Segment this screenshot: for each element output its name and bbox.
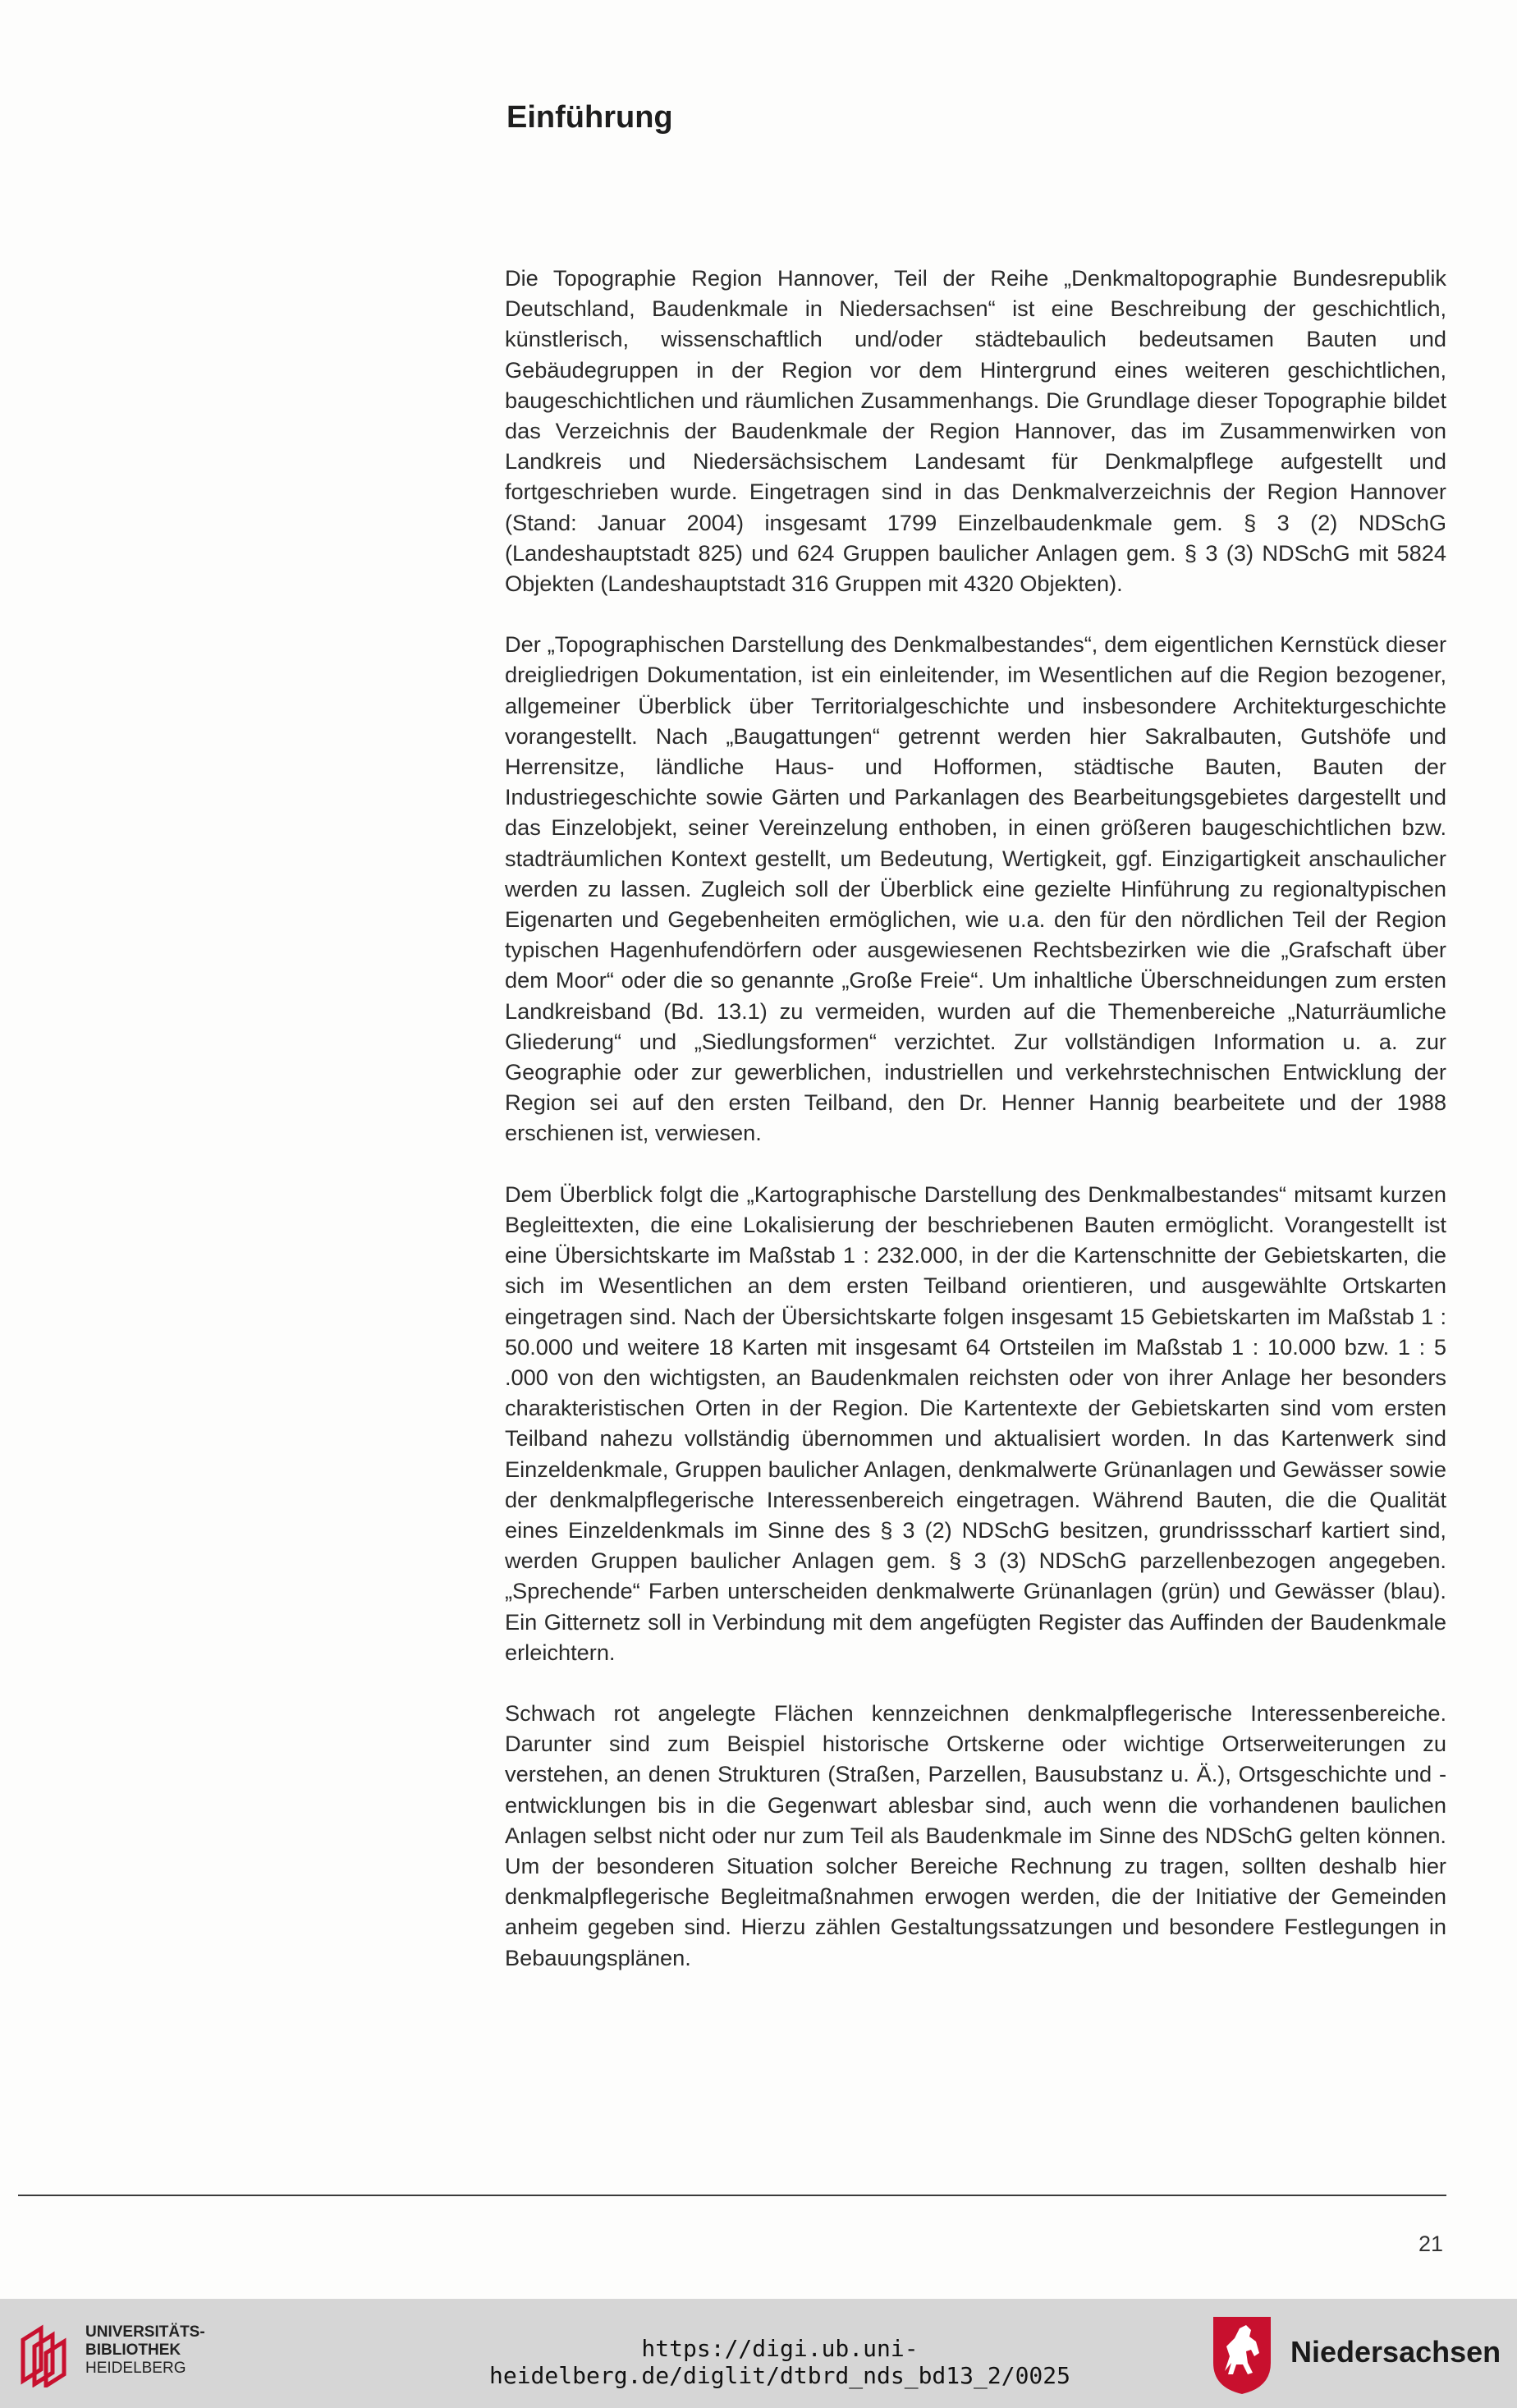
library-name-line3: HEIDELBERG <box>85 2360 186 2377</box>
library-logo-icon <box>16 2322 74 2387</box>
paragraph-2: Der „Topographischen Darstellung des Denkmalbestandes“, dem eigentlichen Kernstück dieser dreigliedrigen Dokumentation, ist ein einleitender, im Wesentlichen auf die Region bezogener, allgemeiner Überblick über Territorialgeschichte und insbesondere Architekturgeschichte vorangestellt. Nach „Baugattungen“ getrennt werden hier Sakralbauten, Gutshöfe und Herrensitze, ländliche Haus- und Hofformen, städtische Bauten, Bauten der Industriegeschichte sowie Gärten und Parkanlagen des Bearbeitungsgebietes dargestellt und das Einzelobjekt, seiner Vereinzelung enthoben, in einen größeren baugeschichtlichen bzw. stadträumlichen Kontext gestellt, um Bedeutung, Wertigkeit, ggf. Einzigartigkeit anschaulicher werden zu lassen. Zugleich soll der Überblick eine gezielte Hinführung zu regionaltypischen Eigenarten und Gegebenheiten ermöglichen, wie u.a. den für den nördlichen Teil der Region typischen Hagenhufendörfern oder ausgewiesenen Rechtsbezirken wie die „Grafschaft über dem Moor“ oder die so genannte „Große Freie“. Um inhaltliche Überschneidungen zum ersten Landkreisband (Bd. 13.1) zu vermeiden, wurden auf die Themenbereiche „Naturräumliche Gliederung“ und „Siedlungsformen“ verzichtet. Zur vollständigen Information u. a. zur Geographie oder zur gewerblichen, industriellen und verkehrstechnischen Entwicklung der Region sei auf den ersten Teilband, den Dr. Henner Hannig bearbeitete und der 1988 erschienen ist, verwiesen. <box>505 631 1446 1146</box>
library-name-line1: UNIVERSITÄTS- <box>85 2323 205 2341</box>
library-name-line2: BIBLIOTHEK <box>85 2341 181 2359</box>
state-name: Niedersachsen <box>1290 2335 1501 2369</box>
paragraph-4: Schwach rot angelegte Flächen kennzeichnen denkmalpflegerische Interessenbereiche. Darunter sind zum Beispiel historische Ortskerne oder wichtige Ortserweiterungen zu verstehen, an denen Strukturen (Straßen, Parzellen, Bausubstanz u. Ä.), Ortsgeschichte und -entwicklungen bis in die Gegenwart ablesbar sind, auch wenn die vorhandenen baulichen Anlagen selbst nicht oder nur zum Teil als Baudenkmale im Sinne des NDSchG gelten können. Um der besonderen Situation solcher Bereiche Rechnung zu tragen, sollten deshalb hier denkmalpflegerische Begleitmaßnahmen erwogen werden, die der Initiative der Gemeinden anheim gegeben sind. Hierzu zählen Gestaltungssatzungen und besondere Festlegungen in Bebauungsplänen. <box>505 1699 1446 1970</box>
page-number: 21 <box>1418 2231 1443 2256</box>
body-text <box>505 263 1446 2003</box>
library-name <box>85 2323 205 2378</box>
footer-rule <box>18 2195 1446 2196</box>
digitization-footer <box>0 2299 1517 2408</box>
paragraph-1: Die Topographie Region Hannover, Teil der Reihe „Denkmaltopographie Bundesrepublik Deutschland, Baudenkmale in Niedersachsen“ ist eine Beschreibung der geschichtlich, künstlerisch, wissenschaftlich und/oder städtebaulich bedeutsamen Bauten und Gebäudegruppen in der Region vor dem Hintergrund eines weiteren geschichtlichen, baugeschichtlichen und räumlichen Zusammenhangs. Die Grundlage dieser Topographie bildet das Verzeichnis der Baudenkmale der Region Hannover, das im Zusammenwirken von Landkreis und Niedersächsischem Landesamt für Denkmalpflege aufgestellt und fortgeschrieben wurde. Eingetragen sind in das Denkmalverzeichnis der Region Hannover (Stand: Januar 2004) insgesamt 1799 Einzelbaudenkmale gem. § 3 (2) NDSchG (Landeshauptstadt 825) und 624 Gruppen baulicher Anlagen gem. § 3 (3) NDSchG mit 5824 Objekten (Landeshauptstadt 316 Gruppen mit 4320 Objekten). <box>505 265 1446 597</box>
paragraph-3: Dem Überblick folgt die „Kartographische Darstellung des Denkmalbestandes“ mitsamt kurzen Begleittexten, die eine Lokalisierung der beschriebenen Bauten ermöglicht. Vorangestellt ist eine Übersichtskarte im Maßstab 1 : 232.000, in der die Kartenschnitte der Gebietskarten, die sich im Wesentlichen an dem ersten Teilband orientieren, und ausgewählte Ortskarten eingetragen sind. Nach der Übersichtskarte folgen insgesamt 15 Gebietskarten im Maßstab 1 : 50.000 und weitere 18 Karten mit insgesamt 64 Ortsteilen im Maßstab 1 : 10.000 bzw. 1 : 5 .000 von den wichtigsten, an Baudenkmalen reichsten oder von ihrer Anlage her besonders charakteristischen Orten in der Region. Die Kartentexte der Gebietskarten sind vom ersten Teilband nahezu vollständig übernommen und aktualisiert worden. In das Kartenwerk sind Einzeldenkmale, Gruppen baulicher Anlagen, denkmalwerte Grünanlagen und Gewässer sowie der denkmalpflegerische Interessenbereich eingetragen. Während Bauten, die die Qualität eines Einzeldenkmals im Sinne des § 3 (2) NDSchG besitzen, grundrissscharf kartiert sind, werden Gruppen baulicher Anlagen gem. § 3 (3) NDSchG parzellenbezogen angegeben. „Sprechende“ Farben unterscheiden denkmalwerte Grünanlagen (grün) und Gewässer (blau). Ein Gitternetz soll in Verbindung mit dem angefügten Register das Auffinden der Baudenkmale erleichtern. <box>505 1181 1446 1665</box>
lower-saxony-horse-icon <box>1210 2314 1274 2396</box>
page-title: Einführung <box>506 100 673 135</box>
permalink-url[interactable]: https://digi.ub.uni-heidelberg.de/diglit/dtbrd_nds_bd13_2/0025 <box>488 2335 1070 2389</box>
